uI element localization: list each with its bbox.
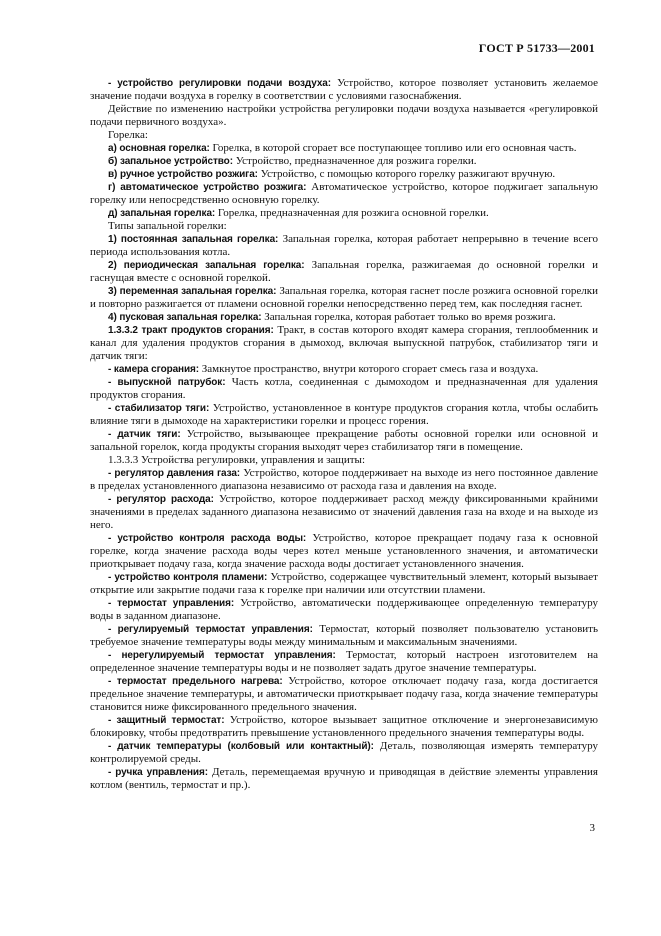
paragraph-text: Действие по изменению настройки устройства регулировки подачи воздуха называется «регулировкой подачи первичного воздуха». [90, 103, 598, 128]
paragraph [90, 311, 598, 324]
paragraph-text: Запальная горелка, которая гаснет после розжига основной горелки и повторно разжигается от пламени основной горелки непосредственно перед тем, как последняя гаснет. [90, 285, 598, 310]
paragraph-text: Устройство, которое поддерживает расход между фиксированными крайними значениями в пределах заданного диапазона независимо от значений давления газа на входе и на выходе из него. [90, 493, 598, 531]
term-label: - регулятор расхода: [108, 494, 214, 505]
standard-code-header: ГОСТ Р 51733—2001 [478, 41, 595, 55]
term-label: - термостат предельного нагрева: [108, 676, 283, 687]
paragraph [90, 571, 598, 597]
term-label: - устройство регулировки подачи воздуха: [108, 78, 331, 89]
paragraph-text: Запальная горелка, разжигаемая до основной горелки и гаснущая вместе с основной горелкой. [90, 259, 598, 284]
paragraph-text: Горелка: [108, 129, 148, 141]
paragraph-text: Устройство, которое прекращает подачу газа к основной горелке, когда значение расхода воды через котел меньше установленного значения, и автоматически приоткрывает подачу газа, когда значение расхода воды достигает установленного значения. [90, 532, 598, 570]
paragraph [90, 103, 598, 129]
paragraph [90, 324, 598, 363]
paragraph [90, 168, 598, 181]
paragraph [90, 714, 598, 740]
paragraph [90, 428, 598, 454]
paragraph [90, 77, 598, 103]
paragraph-text: Типы запальной горелки: [108, 220, 227, 232]
paragraph [90, 623, 598, 649]
paragraph [90, 740, 598, 766]
paragraph-text: Деталь, позволяющая измерять температуру контролируемой среды. [90, 740, 598, 765]
paragraph-text: Устройство, вызывающее прекращение работы основной горелки или основной и запальной горелок, когда продукты сгорания выходят через стабилизатор тяги в помещение. [90, 428, 598, 453]
paragraph-text: 1.3.3.3 Устройства регулировки, управления и защиты: [108, 454, 366, 466]
term-label: - стабилизатор тяги: [108, 403, 210, 414]
paragraph [90, 129, 598, 142]
paragraph [90, 220, 598, 233]
paragraph [90, 402, 598, 428]
term-label: - устройство контроля расхода воды: [108, 533, 307, 544]
paragraph-text: Горелка, в которой сгорает все поступающее топливо или его основная часть. [209, 142, 577, 154]
paragraph [90, 454, 598, 467]
term-label: - устройство контроля пламени: [108, 572, 268, 583]
paragraph-text: Термостат, который позволяет пользователю установить требуемое значение температуры воды между минимальным и максимальным значениями. [90, 623, 598, 648]
paragraph-text: Деталь, перемещаемая вручную и приводящая в действие элементы управления котлом (вентиль, термостат и пр.). [90, 766, 598, 791]
paragraph-text: Устройство, предназначенное для розжига горелки. [232, 155, 477, 167]
term-label: 2) периодическая запальная горелка: [108, 260, 305, 271]
paragraph [90, 259, 598, 285]
term-label: - камера сгорания: [108, 364, 200, 375]
term-label: д) запальная горелка: [108, 208, 216, 219]
paragraph [90, 181, 598, 207]
term-label: - регулируемый термостат управления: [108, 624, 313, 635]
term-label: в) ручное устройство розжига: [108, 169, 258, 180]
paragraph-text: Часть котла, соединенная с дымоходом и предназначенная для удаления продуктов сгорания. [90, 376, 598, 401]
term-label: б) запальное устройство: [108, 156, 233, 167]
paragraph-text: Устройство, установленное в контуре продуктов сгорания котла, чтобы ослабить влияние тяги в дымоходе на характеристики горелки и процесс горения. [90, 402, 598, 427]
term-label: - ручка управления: [108, 767, 208, 778]
paragraph [90, 597, 598, 623]
term-label: - датчик тяги: [108, 429, 181, 440]
term-label: 4) пусковая запальная горелка: [108, 312, 262, 323]
term-label: - датчик температуры (колбовый или контактный): [108, 741, 374, 752]
term-label: - выпускной патрубок: [108, 377, 226, 388]
paragraph [90, 155, 598, 168]
paragraph-text: Запальная горелка, которая работает только во время розжига. [261, 311, 556, 323]
paragraph [90, 142, 598, 155]
paragraph-text: Запальная горелка, которая работает непрерывно в течение всего периода использования котла. [90, 233, 598, 258]
paragraph-text: Устройство, которое отключает подачу газа, когда достигается предельное значение температуры, и автоматически приоткрывает подачу газа, когда значение температуры становится ниже фиксированного предельного значения. [90, 675, 598, 713]
paragraph [90, 675, 598, 714]
document-body [90, 77, 598, 792]
paragraph-text: Устройство, которое вызывает защитное отключение и энергонезависимую блокировку, чтобы предотвратить превышение установленного предельного значения температуры воды. [90, 714, 598, 739]
paragraph [90, 285, 598, 311]
paragraph-text: Горелка, предназначенная для розжига основной горелки. [215, 207, 489, 219]
term-label: - защитный термостат: [108, 715, 225, 726]
paragraph [90, 493, 598, 532]
paragraph [90, 649, 598, 675]
term-label: - термостат управления: [108, 598, 235, 609]
paragraph-text: Замкнутое пространство, внутри которого сгорает смесь газа и воздуха. [199, 363, 539, 375]
paragraph [90, 467, 598, 493]
paragraph [90, 532, 598, 571]
paragraph-text: Устройство, которое позволяет установить желаемое значение подачи воздуха в горелку в соответствии с условиями газоснабжения. [90, 77, 598, 102]
paragraph [90, 766, 598, 792]
term-label: 1) постоянная запальная горелка: [108, 234, 279, 245]
term-label: - нерегулируемый термостат управления: [108, 650, 336, 661]
paragraph-text: Устройство, которое поддерживает на выходе из него постоянное давление в пределах установленного диапазона независимо от расхода газа и давления на входе. [90, 467, 598, 492]
page-number: 3 [589, 822, 595, 834]
paragraph-text: Устройство, автоматически поддерживающее определенную температуру воды в заданном диапазоне. [90, 597, 598, 622]
term-label: 3) переменная запальная горелка: [108, 286, 277, 297]
paragraph-text: Устройство, с помощью которого горелку разжигают вручную. [257, 168, 556, 180]
paragraph [90, 233, 598, 259]
term-label: 1.3.3.2 тракт продуктов сгорания: [108, 325, 274, 336]
paragraph [90, 363, 598, 376]
term-label: г) автоматическое устройство розжига: [108, 182, 307, 193]
paragraph-text: Автоматическое устройство, которое поджигает запальную горелку или непосредственно основную горелку. [90, 181, 598, 206]
paragraph [90, 207, 598, 220]
paragraph-text: Тракт, в состав которого входят камера сгорания, теплообменник и канал для удаления продуктов сгорания в дымоход, включая выпускной патрубок, стабилизатор тяги и датчик тяги: [90, 324, 598, 362]
term-label: - регулятор давления газа: [108, 468, 241, 479]
paragraph-text: Термостат, который настроен изготовителем на определенное значение температуры воды и не позволяет задать другое значение температуры. [90, 649, 598, 674]
term-label: а) основная горелка: [108, 143, 210, 154]
paragraph-text: Устройство, содержащее чувствительный элемент, который вызывает открытие или закрытие подачи газа к горелке при наличии или отсутствии пламени. [90, 571, 598, 596]
paragraph [90, 376, 598, 402]
